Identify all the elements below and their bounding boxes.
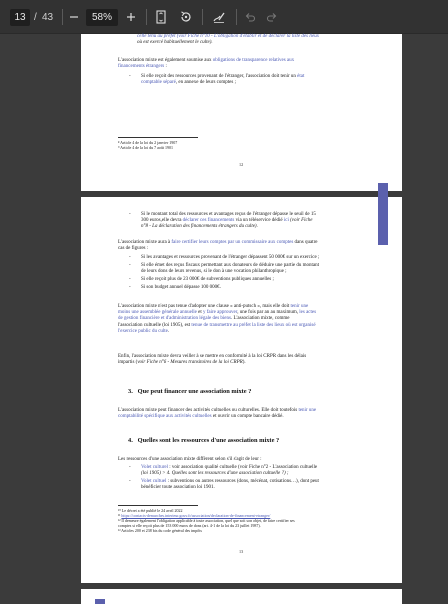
text-span: de leurs dons de leurs revenus, si le don à une vocation philanthropique ; [141, 269, 287, 275]
text-span: ¹¹ [118, 513, 122, 518]
text-span: impartis ( [118, 360, 138, 366]
link-separate-accounting[interactable]: comptable séparé [141, 80, 176, 86]
text-span: voir Fiche n°6 - Mesures transitoires de la loi CRPR [137, 360, 243, 366]
text-span: et [196, 310, 203, 316]
footnote-10: ¹⁰ Le décret a été publié le 24 avril 2022 [118, 508, 183, 513]
page12-bullet [141, 74, 371, 86]
footnote-rule [118, 137, 198, 138]
section-heading-3 [128, 388, 251, 395]
heading-text: Que peut financer une association mixte ? [137, 388, 252, 395]
toolbar-divider [146, 9, 147, 25]
heading-text: Quelles sont les ressources d'une association mixte ? [137, 437, 280, 444]
footnote-12 [118, 518, 368, 528]
page-number: 12 [239, 162, 244, 167]
pdf-page-12 [81, 34, 402, 191]
link-transmit-list[interactable]: tenue de transmettre au préfet la liste des lieux où est organisé [191, 322, 316, 328]
zoom-level-input[interactable]: 58% [86, 9, 118, 26]
link-specific-accounting[interactable]: comptabilité spécifique aux activités cultuelles [118, 414, 212, 420]
link-approve[interactable]: y faire approuver [202, 310, 238, 316]
text-span: (loi 1905) > 4. Quelles sont les ressources d'une association cultuelle ?) ; [141, 471, 289, 477]
pdf-page-14 [81, 589, 402, 604]
annotate-icon[interactable] [209, 7, 229, 27]
case-item: Si elle reçoit plus de 23 000€ de subventions publiques annuelles ; [141, 277, 274, 282]
page12-top-line-1: celle tenu au préfet (voir Fiche n°10 - L'obligation d'établir et de déclarer la liste des lieux [137, 34, 319, 39]
section-heading-4 [128, 437, 279, 444]
text-span: L'association mixte n'est pas tenue d'adopter une clause « anti-putsch », mais elle doit [118, 304, 291, 309]
zoom-out-icon[interactable] [64, 7, 84, 27]
link-transparency[interactable]: obligations de transparence relatives aux [212, 58, 295, 63]
section-tab-marker [378, 183, 388, 245]
case-item: Si les avantages et ressources provenant de l'étranger dépassent 50 000€ sur un exercice ; [141, 255, 320, 260]
footnote-rule [118, 505, 198, 506]
text-span: L'association mixte est également soumise aux [118, 58, 213, 63]
heading-number: 4. [128, 437, 133, 444]
toolbar-divider [236, 9, 237, 25]
text-span: , une fois par an au maximum, [237, 310, 300, 316]
pdf-toolbar [0, 0, 448, 34]
text-span: et ouvrir un compte bancaire dédié. [211, 414, 284, 420]
text-span: , en annexe de leurs comptes ; [175, 80, 236, 86]
current-page-input[interactable]: 13 [10, 9, 30, 26]
bullet-dot: - [129, 212, 131, 217]
page12-top-line-2: où est exercé habituellement le culte). [137, 40, 213, 45]
toolbar-divider [62, 9, 63, 25]
link-declaration-url[interactable]: https://contacts-demarches.interieur.gouv.fr/association/declaration-de-financement-etranger/ [121, 513, 271, 518]
bullet-dot: - [129, 263, 131, 268]
resource-item [141, 465, 375, 477]
text-span: : [164, 64, 167, 70]
undo-icon[interactable] [240, 7, 260, 27]
link-keep-accounting[interactable]: tenir une [298, 408, 317, 413]
link-public-worship[interactable]: l'exercice public du culte [118, 328, 168, 334]
certification-paragraph [118, 240, 374, 252]
footnote-9: ⁹ Article 4 de la loi du 7 août 1901 [118, 145, 174, 150]
text-span: l'association cultuelle (loi 1905), est [118, 322, 192, 328]
page-number: 13 [239, 549, 244, 554]
text-span: ). [242, 360, 246, 366]
total-pages: 43 [42, 12, 54, 23]
threshold-bullet [141, 212, 373, 231]
text-span: Si elle émet des reçus fiscaux permettant aux donateurs de déduire une partie du montant [141, 263, 319, 268]
zoom-in-icon[interactable] [121, 7, 141, 27]
text-span: . L'association mixte, comme [230, 316, 290, 322]
text-span: comptes si elle reçoit plus de 153 000 euros de dons (art. 4-1 de la loi du 23 juillet 1987). [118, 523, 261, 528]
text-span: ,elle devra [160, 218, 183, 224]
resources-intro: Les ressources d'une association mixte diffèrent selon s'il s'agit de leur : [118, 457, 262, 462]
link-foreign-funding[interactable]: financements étrangers [118, 64, 165, 70]
text-span: bénéficier toute association loi 1901. [141, 485, 215, 491]
bullet-dot: - [129, 465, 131, 470]
bullet-dot: - [129, 255, 131, 260]
redo-icon[interactable] [262, 7, 282, 27]
link-cultural-side[interactable]: Volet culturel [141, 465, 168, 470]
text-span: dans quatre [293, 240, 318, 245]
link-certify-accounts[interactable]: faire certifier leurs comptes par un commissaire aux comptes [171, 240, 294, 245]
text-span: (voir Fiche [288, 218, 313, 224]
bullet-dot: - [129, 74, 131, 79]
pdf-page-13 [81, 197, 402, 583]
link-financial-management[interactable]: de gestion financière et d'administration légale des biens [118, 316, 231, 322]
page12-paragraph [118, 58, 368, 70]
crpr-paragraph [118, 354, 376, 366]
bullet-dot: - [129, 285, 131, 290]
link-here[interactable]: ici [283, 218, 289, 224]
text-span: Si le montant total des ressources et avantages reçus de l'étranger dépasse le seuil de 15 [141, 212, 316, 217]
text-span: Enfin, l'association mixte devra veiller à se mettre en conformité à la loi CRPR dans les délais [118, 354, 307, 359]
text-span: via un téléservice dédié [234, 218, 284, 224]
fit-page-icon[interactable] [151, 7, 171, 27]
link-acts[interactable]: les actes [299, 310, 317, 316]
text-span: Si elle reçoit des ressources provenant de l'étranger, l'association doit tenir un [141, 74, 298, 79]
heading-number: 3. [128, 388, 133, 395]
case-item [141, 263, 373, 275]
bullet-dot: - [129, 277, 131, 282]
rotate-icon[interactable] [176, 7, 196, 27]
text-span: L'association mixte aura à [118, 240, 172, 245]
text-span: n°8 - La déclaration des financements étrangers du culte). [141, 224, 258, 230]
financing-paragraph [118, 408, 376, 420]
resource-item [141, 479, 375, 491]
footnote-13: ¹³ Articles 200 et 238 bis du code général des impôts [118, 528, 202, 533]
link-annual-assembly[interactable]: moins une assemblée générale annuelle [118, 310, 197, 316]
text-span: : voir association qualité cultuelle (voir Fiche n°2 - L'association cultuelle [168, 465, 318, 470]
page-separator: / [34, 12, 37, 23]
case-item: Si son budget annuel dépasse 100 000€. [141, 285, 221, 290]
text-span: ¹² Il demeure également l'obligation applicable à toute association, quel que soit son objet, de faire certifier ses [118, 518, 295, 523]
footnote-8: ⁸ Article 4 de la loi du 2 janvier 1907 [118, 140, 178, 145]
link-declare-funding[interactable]: déclarer ces financements [182, 218, 235, 224]
link-hold-assembly[interactable]: tenir une [290, 304, 309, 309]
section-tab-marker [95, 599, 105, 604]
bullet-dot: - [129, 479, 131, 484]
text-span: 300 euros [141, 218, 161, 224]
text-span: cas de figures : [118, 246, 149, 252]
anti-putsch-paragraph [118, 304, 376, 335]
text-span: : subventions ou autres ressources (dons, mécénat, cotisations…), dont peut [166, 479, 319, 484]
text-span: . [167, 328, 170, 334]
text-span: L'association mixte peut financer des activités cultuelles ou culturelles. Elle doit toutefois [118, 408, 299, 413]
link-accounting-state[interactable]: état [297, 74, 305, 79]
toolbar-divider [202, 9, 203, 25]
link-worship-side[interactable]: Volet cultuel [141, 479, 167, 484]
